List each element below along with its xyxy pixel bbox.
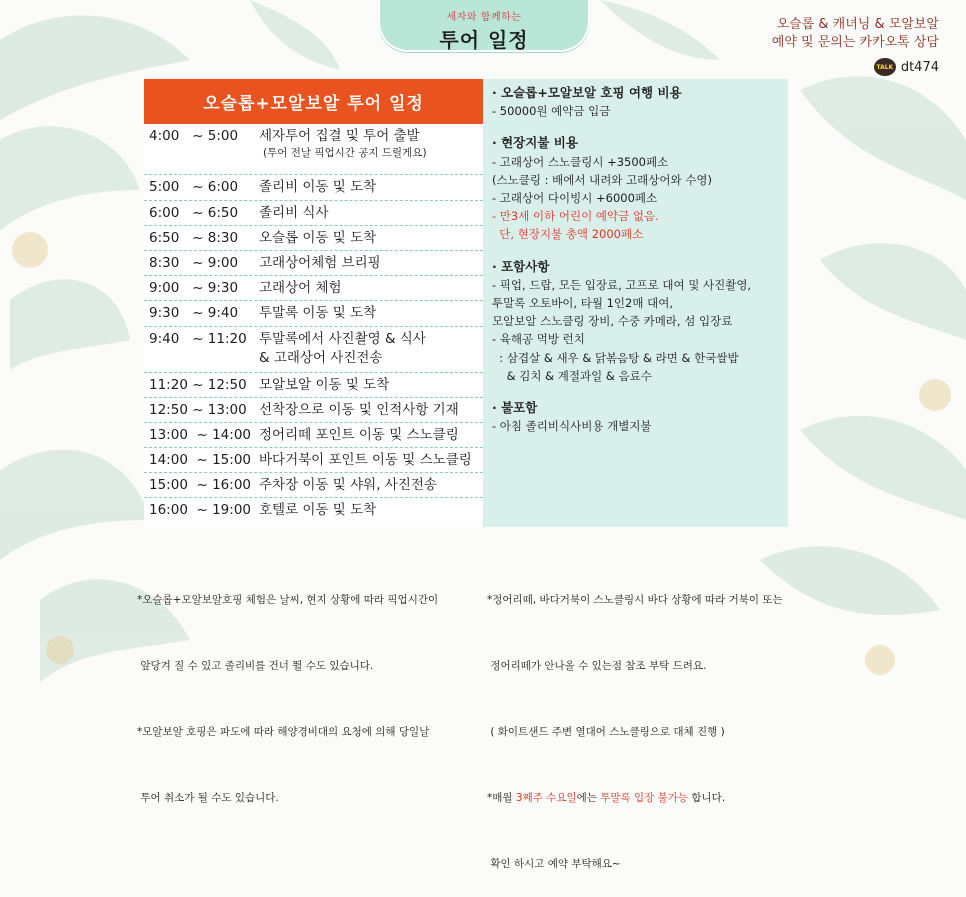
schedule-row [144,498,483,523]
footnote-line: *오슬롭+모알보알호핑 체험은 날씨, 현지 상황에 따라 픽업시간이 [137,594,439,606]
onsite-line: - 고래상어 스노클링시 +3500페소 [492,154,669,169]
onsite-line: - 고래상어 다이빙시 +6000페소 [492,191,658,206]
schedule-title: 오슬롭+모알보알 투어 일정 [144,79,483,124]
schedule-time: 9:00 ~ 9:30 [149,280,239,296]
schedule-activity-text: 바다거북이 포인트 이동 및 스노클링 [259,452,472,468]
schedule-activity-text: 주차장 이동 및 샤워, 사진전송 [259,477,437,493]
schedule-row [144,448,483,473]
schedule-row [144,398,483,423]
schedule-row [144,473,483,498]
kakao-id: dt474 [900,59,939,75]
schedule-time: 5:00 ~ 6:00 [149,179,239,195]
schedule-row [144,423,483,448]
included-title: · 포함사항 [492,258,550,274]
contact-info [772,16,939,76]
schedule-activity-text: 오슬롭 이동 및 도착 [259,230,377,246]
schedule-row [144,201,483,226]
schedule-row [144,373,483,398]
schedule-time: 4:00 ~ 5:00 [149,128,239,144]
schedule-activity-text: 졸리비 이동 및 도착 [259,179,377,195]
schedule-row [144,276,483,301]
schedule-activity-text-2: & 고래상어 사진전송 [259,350,383,366]
page-title: 투어 일정 [439,28,529,52]
schedule-time: 9:30 ~ 9:40 [149,305,239,321]
schedule-activity-text: 선착장으로 이동 및 인적사항 기재 [259,402,459,418]
schedule-activity-text: 정어리떼 포인트 이동 및 스노클링 [259,427,459,443]
schedule-time: 15:00 ~ 16:00 [149,477,251,493]
included-line: 모알보알 스노클링 장비, 수중 카메라, 섬 입장료 [492,314,733,329]
schedule-activity-text: 고래상어 체험 [259,280,342,296]
footnotes-right [487,545,783,897]
footnote-line: ( 화이트샌드 주변 열대어 스노클링으로 대체 진행 ) [487,726,725,738]
schedule-activity-text: 투말록 이동 및 도착 [259,305,377,321]
footnote-line: *모알보알 호핑은 파도에 따라 해양경비대의 요청에 의해 당일날 [137,726,430,738]
schedule-time: 6:50 ~ 8:30 [149,230,239,246]
schedule-row [144,301,483,327]
schedule-activity-text: 투말록에서 사진촬영 & 식사 [259,331,426,347]
schedule-time: 8:30 ~ 9:00 [149,255,239,271]
cost-line: - 50000원 예약금 입금 [492,104,611,119]
footnote-line: 정어리떼가 안나올 수 있는점 참조 부탁 드려요. [487,660,707,672]
schedule-activity-text: 모알보알 이동 및 도착 [259,377,390,393]
schedule-time: 14:00 ~ 15:00 [149,452,251,468]
footnote-text: 에는 [576,792,601,804]
footnote-highlight-date: 3째주 수요일 [515,792,577,804]
kakao-contact[interactable] [772,58,939,76]
included-line: : 삼겹살 & 새우 & 닭볶음탕 & 라면 & 한국쌀밥 [492,350,739,365]
onsite-child-note-2: 단, 현장지불 총액 2000페소 [492,227,644,242]
tour-info [492,84,784,435]
schedule-row [144,175,483,201]
footnote-line-closure [487,787,783,809]
included-line: 투말록 오토바이, 타월 1인2매 대여, [492,296,673,311]
footnote-line: 앞당겨 질 수 있고 졸리비를 건너 뛸 수도 있습니다. [137,660,374,672]
onsite-child-note: - 만3세 이하 어린이 예약금 없음. [492,209,659,224]
schedule-row [144,327,483,373]
schedule-activity-text: 졸리비 식사 [259,205,329,221]
kakaotalk-icon: TALK [874,58,896,76]
excluded-title: · 불포함 [492,400,538,416]
footnote-line: 투어 취소가 될 수도 있습니다. [137,792,279,804]
footnotes-left [137,545,438,831]
included-line: - 육해공 먹방 런치 [492,332,585,347]
excluded-line: - 아침 졸리비식사비용 개별지불 [492,419,652,434]
schedule-list [144,124,483,523]
onsite-line: (스노클링 : 배에서 내려와 고래상어와 수영) [492,172,712,187]
schedule-activity-text: 세자투어 집결 및 투어 출발 [259,128,420,144]
footnote-text: *매월 [487,792,516,804]
page-subtitle: 세자와 함께하는 [446,12,522,23]
footnote-line: 확인 하시고 예약 부탁해요~ [487,858,621,870]
page-title-tab [378,0,590,52]
schedule-time: 9:40 ~ 11:20 [149,331,247,347]
included-line: - 픽업, 드랍, 모든 입장료, 고프로 대여 및 사진촬영, [492,277,752,292]
schedule-row [144,226,483,251]
schedule-activity-text: 호텔로 이동 및 도착 [259,502,377,518]
schedule-time: 6:00 ~ 6:50 [149,205,239,221]
schedule-time: 13:00 ~ 14:00 [149,427,251,443]
contact-line-1: 오슬롭 & 캐녀닝 & 모알보알 [776,17,939,32]
included-line: & 김치 & 계절과일 & 음료수 [492,368,652,383]
schedule-time: 11:20 ~ 12:50 [149,377,247,393]
schedule-activity [259,127,483,161]
footnote-highlight-closure: 투말록 입장 불가능 [600,792,689,804]
schedule-time: 12:50 ~ 13:00 [149,402,247,418]
cost-title: · 오슬롭+모알보알 호핑 여행 비용 [492,85,682,100]
schedule-row [144,124,483,175]
contact-line-2: 예약 및 문의는 카카오톡 상담 [771,35,939,50]
schedule-activity-text: 고래상어체험 브리핑 [259,255,381,271]
schedule-time: 16:00 ~ 19:00 [149,502,251,518]
footnote-text: 합니다. [688,792,726,804]
schedule-note: (투어 전날 픽업시간 공지 드릴게요) [263,147,427,159]
schedule-activity [259,330,483,368]
schedule-row [144,251,483,276]
onsite-title: · 현장지불 비용 [492,135,578,151]
footnote-line: *정어리떼, 바다거북이 스노클링시 바다 상황에 따라 거북이 또는 [487,594,783,606]
